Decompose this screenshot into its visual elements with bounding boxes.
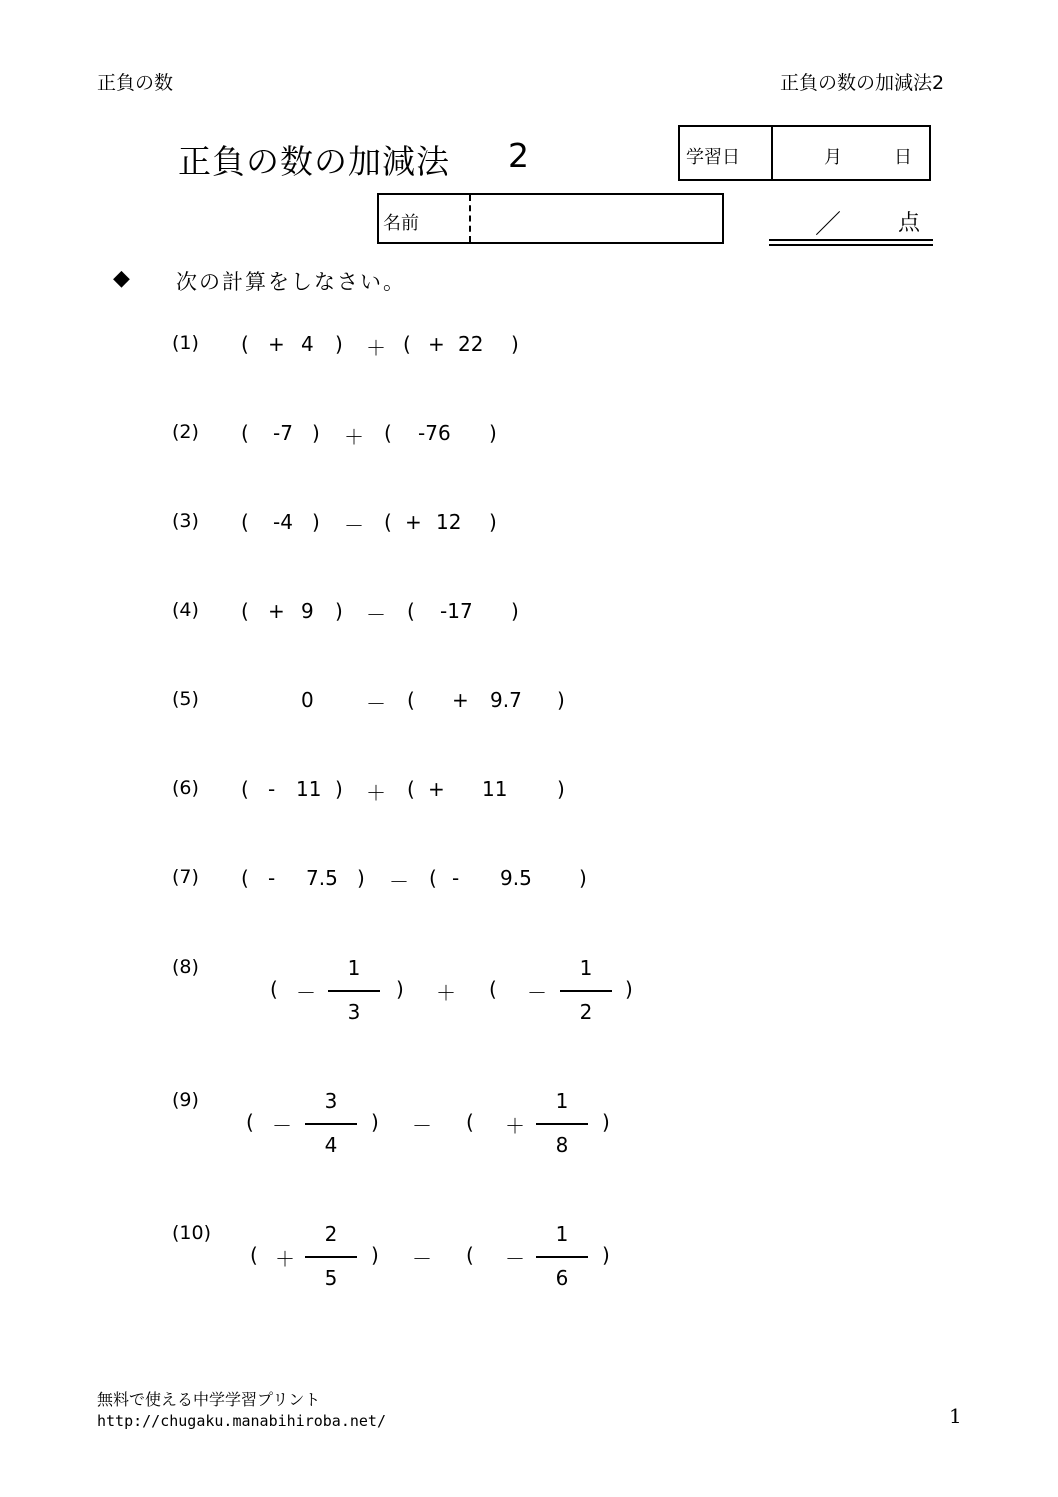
fraction-numerator: 1	[579, 956, 593, 980]
fraction-bar	[536, 1123, 588, 1125]
score-underline-double	[769, 244, 933, 246]
fraction-numerator: 2	[324, 1222, 338, 1246]
operator: ＋	[366, 781, 386, 805]
problem-number: (2)	[172, 421, 199, 443]
score-underline	[769, 239, 933, 241]
paren-close: )	[511, 599, 519, 623]
paren-open: (	[384, 421, 392, 445]
paren-close: )	[625, 977, 633, 1001]
fraction-bar	[328, 990, 380, 992]
fraction-bar	[560, 990, 612, 992]
name-box	[377, 193, 724, 244]
date-box-divider	[771, 127, 773, 179]
sign: +	[405, 510, 422, 534]
paren-close: )	[602, 1243, 610, 1267]
name-label: 名前	[383, 213, 419, 234]
sign: -	[268, 777, 276, 801]
fraction-denominator: 8	[555, 1133, 569, 1157]
fraction-numerator: 3	[324, 1089, 338, 1113]
operator: ＋	[344, 425, 364, 449]
fraction-numerator: 1	[555, 1089, 569, 1113]
page-title-number: 2	[508, 136, 529, 175]
paren-open: (	[270, 977, 278, 1001]
paren-close: )	[489, 510, 497, 534]
value: -7	[273, 421, 293, 445]
fraction-denominator: 6	[555, 1266, 569, 1290]
value: 11	[482, 777, 508, 801]
value: 9.7	[490, 688, 522, 712]
score-unit: 点	[898, 211, 921, 236]
footer-url: http://chugaku.manabihiroba.net/	[97, 1412, 386, 1430]
operator: －	[366, 603, 386, 627]
page-number: 1	[949, 1404, 962, 1428]
operator: －	[505, 1247, 525, 1271]
value: 11	[296, 777, 322, 801]
instruction-text: 次の計算をしなさい。	[176, 270, 406, 294]
sign: +	[268, 332, 285, 356]
paren-open: (	[407, 599, 415, 623]
value: 22	[458, 332, 484, 356]
problem-number: (3)	[172, 510, 199, 532]
paren-close: )	[312, 510, 320, 534]
operator: －	[272, 1114, 292, 1138]
paren-open: (	[403, 332, 411, 356]
fraction-bar	[536, 1256, 588, 1258]
operator: －	[389, 870, 409, 894]
study-date-label: 学習日	[686, 147, 740, 168]
paren-open: (	[466, 1110, 474, 1134]
problem-number: (4)	[172, 599, 199, 621]
paren-open: (	[407, 777, 415, 801]
study-date-box	[678, 125, 931, 181]
fraction-bar	[305, 1256, 357, 1258]
fraction-numerator: 1	[555, 1222, 569, 1246]
name-box-divider	[469, 195, 471, 242]
paren-close: )	[511, 332, 519, 356]
paren-close: )	[557, 777, 565, 801]
score-slash: ／	[815, 210, 842, 240]
problem-number: (1)	[172, 332, 199, 354]
sign: +	[428, 777, 445, 801]
operator: －	[527, 981, 547, 1005]
paren-close: )	[557, 688, 565, 712]
operator: －	[412, 1247, 432, 1271]
operator: ＋	[275, 1247, 295, 1271]
operator: ＋	[366, 336, 386, 360]
fraction-numerator: 1	[347, 956, 361, 980]
problem-number: (8)	[172, 956, 199, 978]
operator: －	[366, 692, 386, 716]
paren-close: )	[396, 977, 404, 1001]
paren-open: (	[250, 1243, 258, 1267]
operator: ＋	[436, 981, 456, 1005]
diamond-icon: ◆	[113, 266, 130, 291]
paren-close: )	[335, 777, 343, 801]
sign: +	[428, 332, 445, 356]
operator: －	[344, 514, 364, 538]
value: 4	[301, 332, 314, 356]
paren-open: (	[489, 977, 497, 1001]
paren-close: )	[335, 332, 343, 356]
value: 0	[301, 688, 314, 712]
fraction-bar	[305, 1123, 357, 1125]
operator: ＋	[505, 1114, 525, 1138]
problem-number: (7)	[172, 866, 199, 888]
value: 9	[301, 599, 314, 623]
paren-open: (	[241, 421, 249, 445]
value: -76	[418, 421, 451, 445]
operator: －	[412, 1114, 432, 1138]
sign: -	[268, 866, 276, 890]
paren-open: (	[246, 1110, 254, 1134]
value: -17	[440, 599, 473, 623]
value: 7.5	[306, 866, 338, 890]
footer-site-name: 無料で使える中学学習プリント	[97, 1390, 321, 1409]
fraction-denominator: 3	[347, 1000, 361, 1024]
sign: +	[452, 688, 469, 712]
month-label: 月	[824, 147, 842, 168]
page-title: 正負の数の加減法	[178, 142, 450, 181]
paren-close: )	[489, 421, 497, 445]
sign: -	[452, 866, 460, 890]
paren-close: )	[579, 866, 587, 890]
value: -4	[273, 510, 293, 534]
paren-close: )	[602, 1110, 610, 1134]
paren-open: (	[384, 510, 392, 534]
value: 12	[436, 510, 462, 534]
fraction-denominator: 5	[324, 1266, 338, 1290]
paren-close: )	[335, 599, 343, 623]
paren-open: (	[241, 332, 249, 356]
problem-number: (9)	[172, 1089, 199, 1111]
header-left: 正負の数	[97, 72, 174, 94]
paren-close: )	[357, 866, 365, 890]
problem-number: (10)	[172, 1222, 212, 1244]
problem-number: (6)	[172, 777, 199, 799]
paren-open: (	[241, 777, 249, 801]
value: 9.5	[500, 866, 532, 890]
header-right: 正負の数の加減法2	[780, 72, 945, 94]
paren-open: (	[241, 866, 249, 890]
paren-open: (	[241, 599, 249, 623]
paren-open: (	[241, 510, 249, 534]
paren-open: (	[429, 866, 437, 890]
paren-close: )	[371, 1110, 379, 1134]
paren-close: )	[312, 421, 320, 445]
fraction-denominator: 4	[324, 1133, 338, 1157]
problem-number: (5)	[172, 688, 199, 710]
paren-open: (	[407, 688, 415, 712]
paren-close: )	[371, 1243, 379, 1267]
sign: +	[268, 599, 285, 623]
operator: －	[296, 981, 316, 1005]
paren-open: (	[466, 1243, 474, 1267]
fraction-denominator: 2	[579, 1000, 593, 1024]
day-label: 日	[894, 147, 912, 168]
